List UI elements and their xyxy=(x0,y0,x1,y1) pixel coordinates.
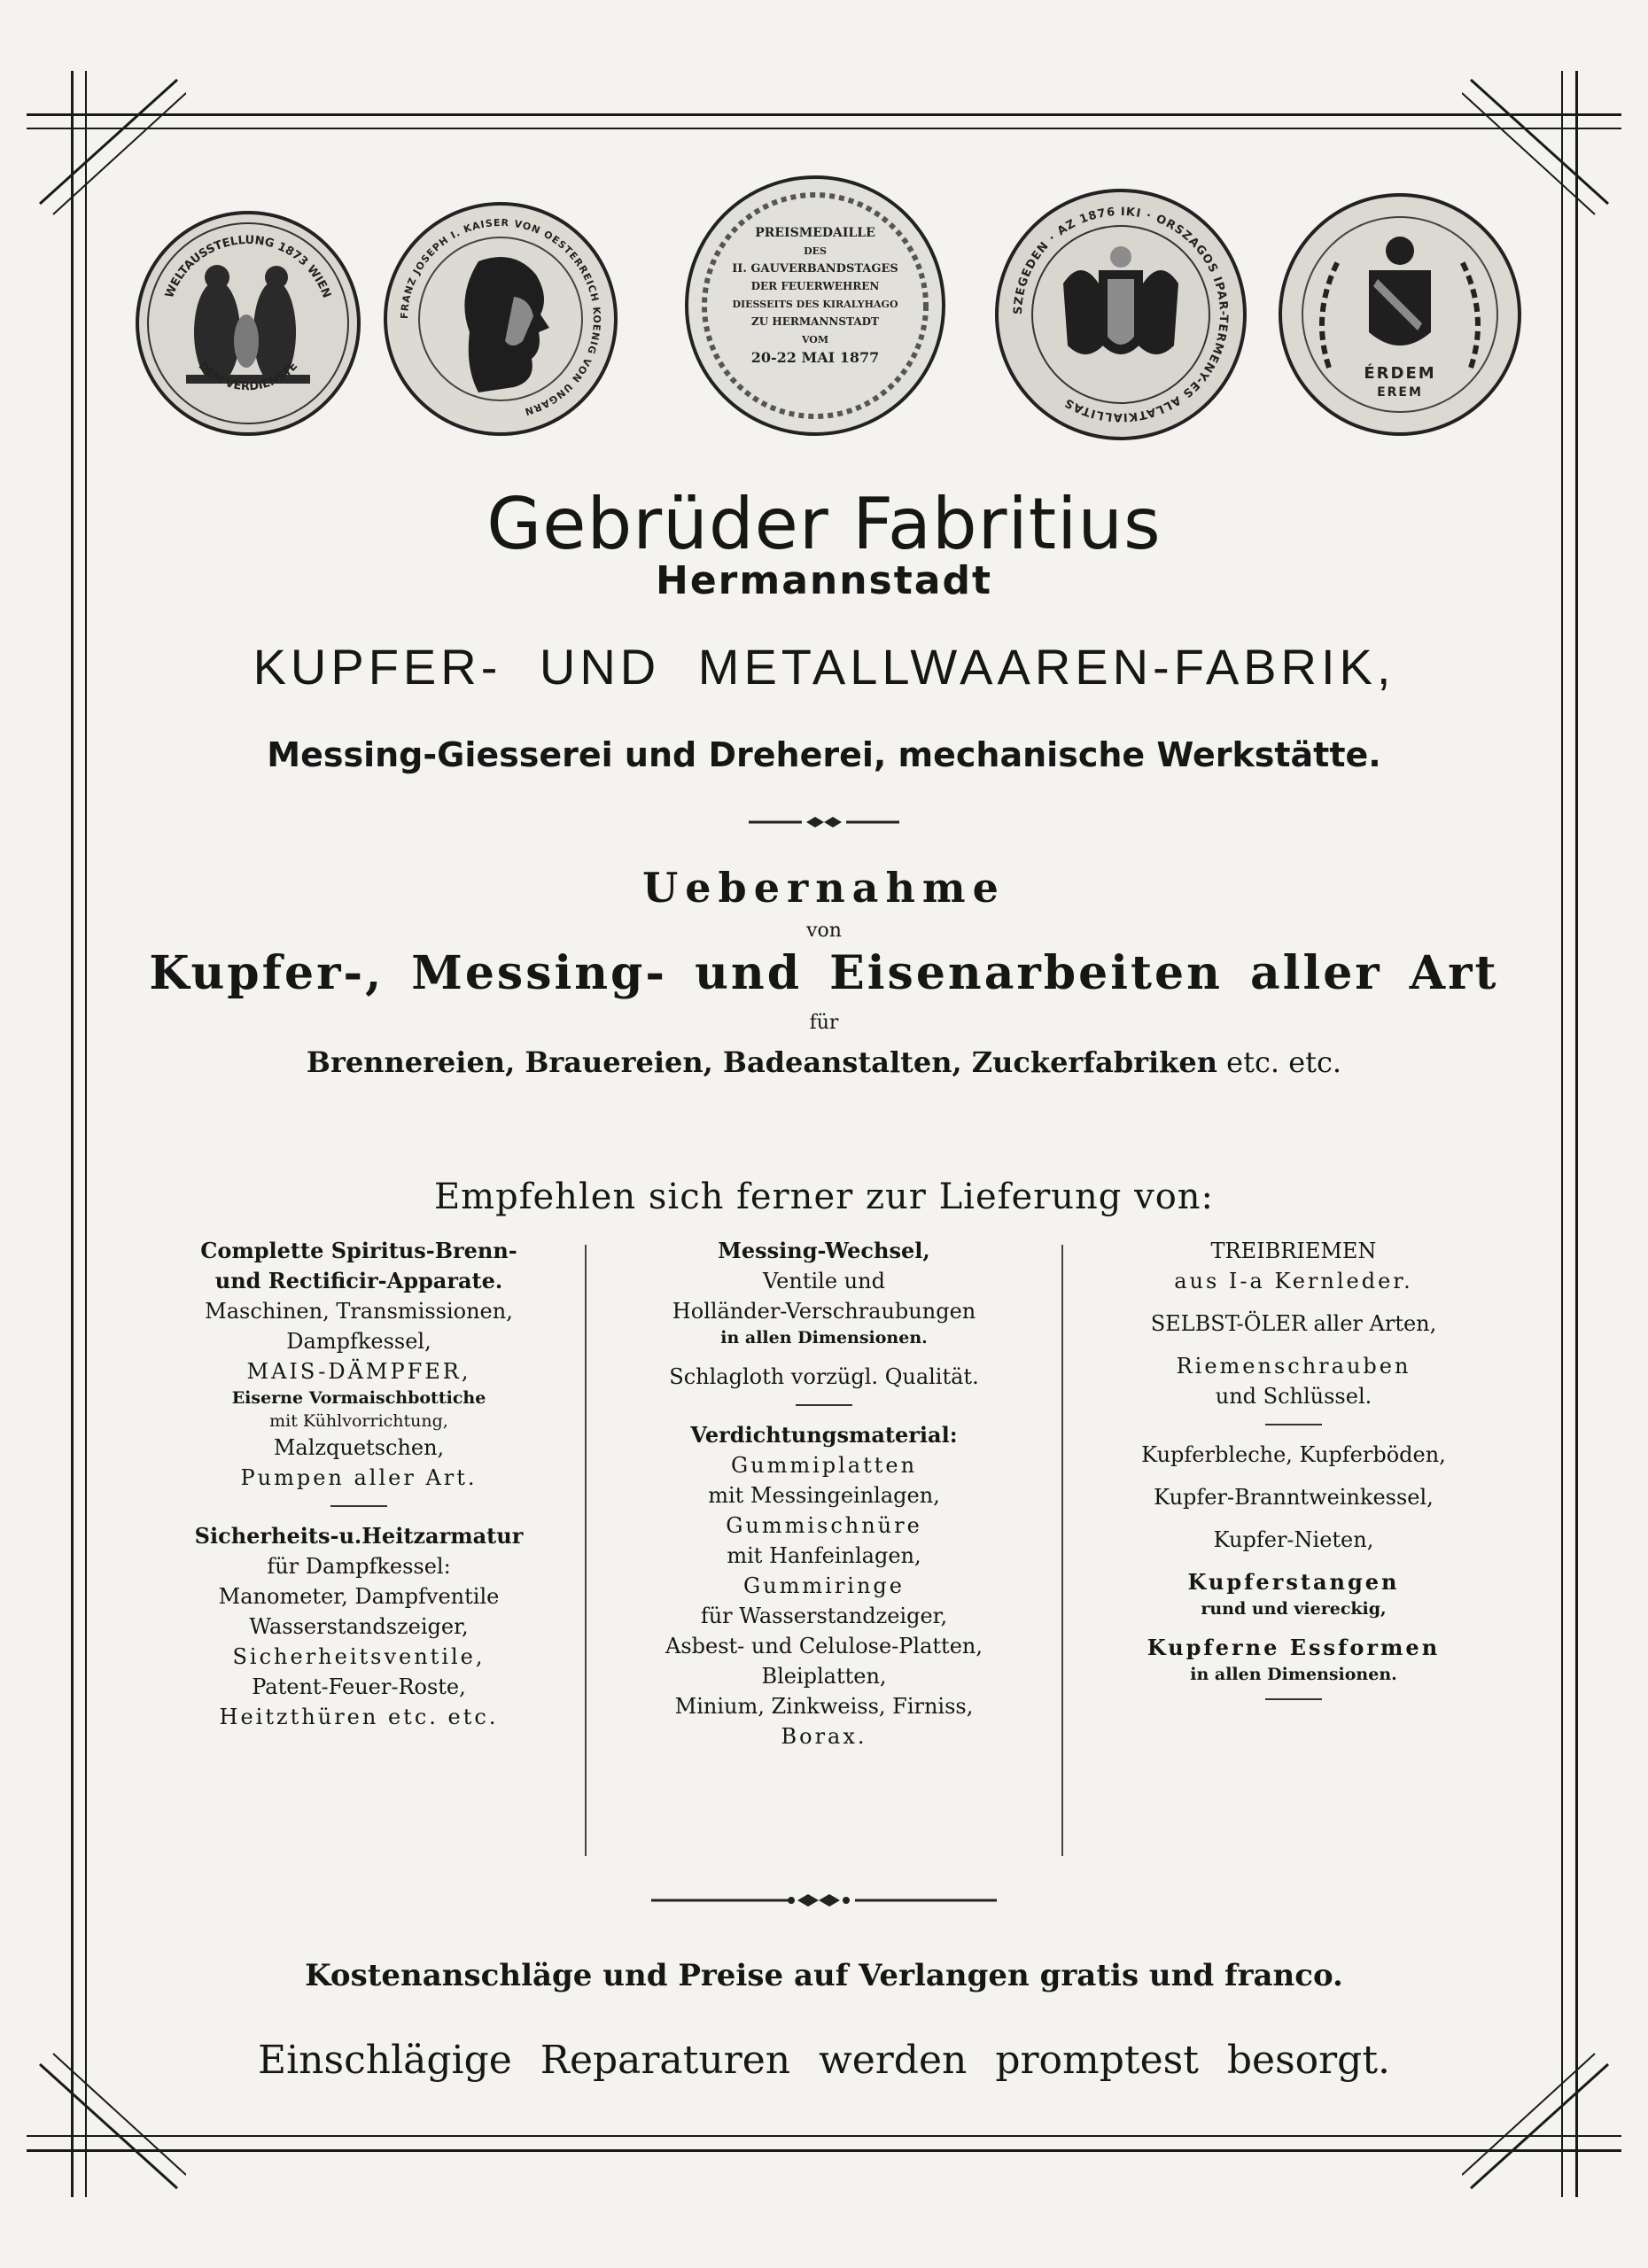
divider-ornament-top xyxy=(0,813,1648,831)
list-item: Ventile und xyxy=(763,1269,885,1293)
list-item: rund und viereckig, xyxy=(1201,1599,1387,1619)
medal-5-line-1: ÉRDEM xyxy=(1364,364,1436,383)
list-item: Kupfer-Nieten, xyxy=(1213,1527,1374,1552)
column-divider xyxy=(796,1404,852,1406)
column-divider xyxy=(330,1505,387,1507)
footer-quotes: Kostenanschläge und Preise auf Verlangen gratis und franco. xyxy=(305,1958,1343,1993)
list-item: Wasserstandszeiger, xyxy=(249,1614,469,1639)
list-item: TREIBRIEMEN xyxy=(1210,1239,1377,1263)
offer-line: Kupfer-, Messing- und Eisenarbeiten aller Art xyxy=(149,946,1499,1000)
column-separator-2 xyxy=(1061,1245,1063,1856)
factory-title: KUPFER- UND METALLWAAREN-FABRIK, xyxy=(253,639,1395,695)
list-item: Heitzthüren etc. etc. xyxy=(219,1705,499,1729)
list-item: Malzquetschen, xyxy=(273,1435,445,1460)
offer-von: von xyxy=(806,920,842,942)
list-item: in allen Dimensionen. xyxy=(720,1328,928,1348)
divider-ornament-bottom xyxy=(0,1891,1648,1909)
list-item: Riemenschrauben xyxy=(1176,1354,1411,1379)
column-separator-1 xyxy=(585,1245,587,1856)
frame-line-top-outer xyxy=(27,113,1621,116)
frame-line-left-outer xyxy=(71,71,74,2197)
supply-column-1 xyxy=(142,1236,576,1732)
list-item: Messing-Wechsel, xyxy=(718,1238,930,1263)
list-item: Maschinen, Transmissionen, xyxy=(205,1299,513,1324)
list-item: mit Kühlvorrichtung, xyxy=(269,1411,448,1431)
supply-column-2 xyxy=(594,1236,1054,1751)
supply-column-3 xyxy=(1072,1236,1515,1714)
list-item: Verdichtungsmaterial: xyxy=(690,1422,958,1448)
firm-name: Gebrüder Fabritius xyxy=(486,483,1162,565)
list-item: und Schlüssel. xyxy=(1215,1384,1372,1409)
column-divider xyxy=(1265,1424,1322,1425)
medal-5-line-2: EREM xyxy=(1377,385,1423,400)
medal-3-line-6: ZU HERMANNSTADT xyxy=(751,315,879,328)
medal-3-line-8: 20-22 MAI 1877 xyxy=(750,349,880,366)
offer-industries xyxy=(0,1045,1648,1079)
frame-line-bottom-inner xyxy=(27,2135,1621,2137)
list-item: Kupferstangen xyxy=(1187,1569,1400,1595)
list-item: Complette Spiritus-Brenn- xyxy=(200,1238,517,1263)
list-item: Asbest- und Celulose-Platten, xyxy=(665,1634,983,1658)
frame-line-bottom-outer xyxy=(27,2149,1621,2152)
medal-4-ring-text: SZEGEDEN · AZ 1876 IKI · ORSZAGOS IPAR-TERMENY-ES ALLATKIALLITAS xyxy=(1011,205,1231,424)
medal-3-line-2: DES xyxy=(804,245,827,257)
medal-3-line-3: II. GAUVERBANDSTAGES xyxy=(732,262,898,276)
list-item: Borax. xyxy=(781,1724,867,1749)
medal-3-line-7: VOM xyxy=(801,334,829,346)
list-item: Eiserne Vormaischbottiche xyxy=(231,1388,486,1408)
frame-line-right-inner xyxy=(1561,71,1563,2197)
medal-portrait xyxy=(381,199,620,439)
list-item: in allen Dimensionen. xyxy=(1190,1665,1397,1684)
list-item: Dampfkessel, xyxy=(286,1329,431,1354)
list-item: Patent-Feuer-Roste, xyxy=(252,1674,466,1699)
list-item: SELBST-ÖLER aller Arten, xyxy=(1150,1311,1437,1336)
medal-1-top-text: WELTAUSSTELLUNG 1873 WIEN xyxy=(162,233,333,300)
medal-3-line-4: DER FEUERWEHREN xyxy=(750,280,880,292)
list-item: Gummischnüre xyxy=(726,1513,922,1538)
list-item: Manometer, Dampfventile xyxy=(218,1584,500,1609)
offer-title: Uebernahme xyxy=(642,864,1006,912)
list-item: MAIS-DÄMPFER, xyxy=(246,1359,471,1384)
medals-row xyxy=(133,173,1515,465)
city-name: Hermannstadt xyxy=(656,558,992,603)
industries-list: Brennereien, Brauereien, Badeanstalten, Zuckerfabriken xyxy=(306,1045,1217,1079)
list-item: Gummiplatten xyxy=(730,1453,918,1478)
list-item: für Wasserstandzeiger, xyxy=(700,1604,948,1628)
medal-2-ring-text: FRANZ JOSEPH I. KAISER VON OESTERREICH KOENIG VON UNGARN xyxy=(398,216,603,418)
list-item: Sicherheits-u.Heitzarmatur xyxy=(194,1523,524,1549)
list-item: Kupfer-Branntweinkessel, xyxy=(1154,1485,1434,1510)
works-subtitle: Messing-Giesserei und Dreherei, mechanische Werkstätte. xyxy=(267,735,1381,774)
list-item: Kupferne Essformen xyxy=(1147,1635,1441,1660)
list-item: mit Messingeinlagen, xyxy=(708,1483,940,1508)
medal-1-bottom-text: DEM VERDIENSTE xyxy=(195,359,301,394)
medal-3-line-1: PREISMEDAILLE xyxy=(755,226,875,240)
list-item: für Dampfkessel: xyxy=(267,1554,451,1579)
industries-etc: etc. etc. xyxy=(1226,1045,1342,1079)
frame-line-left-inner xyxy=(85,71,87,2197)
frame-line-top-inner xyxy=(27,128,1621,129)
column-divider xyxy=(1265,1698,1322,1700)
list-item: Sicherheitsventile, xyxy=(232,1644,486,1669)
medal-3-line-5: DIESSEITS DES KIRALYHAGO xyxy=(732,299,898,310)
medal-szegeden xyxy=(992,186,1249,443)
list-item: Kupferbleche, Kupferböden, xyxy=(1141,1442,1446,1467)
list-item: und Rectificir-Apparate. xyxy=(214,1268,503,1293)
list-item: Minium, Zinkweiss, Firniss, xyxy=(674,1694,974,1719)
medal-preismedaille xyxy=(682,173,948,439)
medal-erdem xyxy=(1276,190,1524,439)
footer-repairs: Einschlägige Reparaturen werden promptest besorgt. xyxy=(257,2038,1391,2083)
frame-line-right-outer xyxy=(1575,71,1578,2197)
offer-fuer: für xyxy=(809,1012,839,1034)
supply-heading: Empfehlen sich ferner zur Lieferung von: xyxy=(433,1177,1215,1217)
list-item: Bleiplatten, xyxy=(761,1664,887,1689)
list-item: Holländer-Verschraubungen xyxy=(672,1299,976,1324)
list-item: mit Hanfeinlagen, xyxy=(727,1543,921,1568)
list-item: Gummiringe xyxy=(743,1573,905,1598)
list-item: aus I-a Kernleder. xyxy=(1174,1269,1413,1293)
medal-weltausstellung xyxy=(133,208,363,439)
list-item: Schlagloth vorzügl. Qualität. xyxy=(669,1364,979,1389)
list-item: Pumpen aller Art. xyxy=(240,1465,478,1490)
